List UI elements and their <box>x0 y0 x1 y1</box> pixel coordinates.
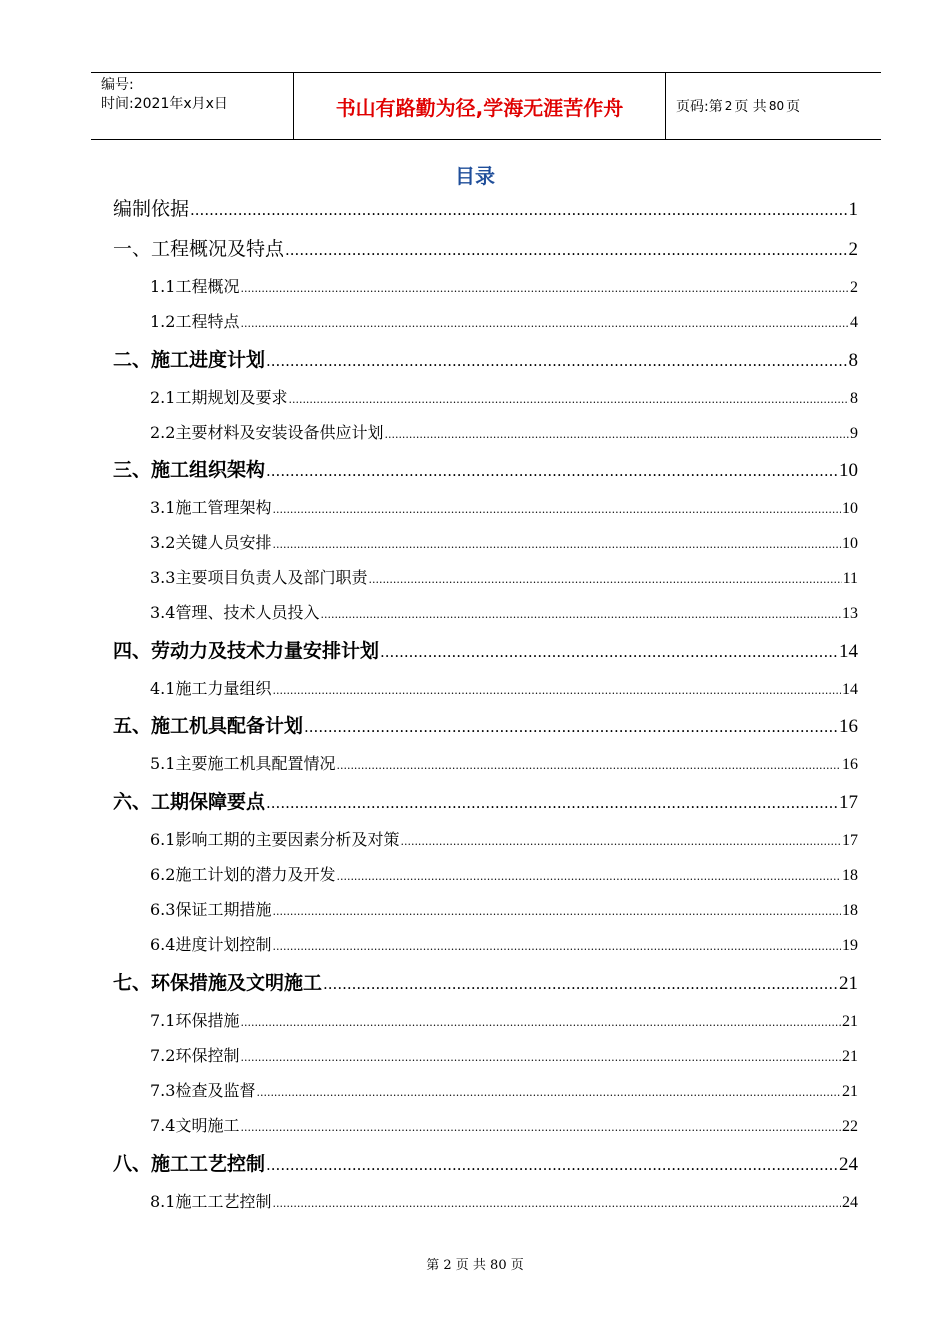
toc-leader <box>272 538 841 551</box>
toc-entry[interactable] <box>113 711 858 738</box>
toc-entry-page: 24 <box>839 1154 858 1175</box>
toc-leader <box>380 643 838 661</box>
toc-entry-label: 4.1施工力量组织 <box>150 679 272 698</box>
toc-entry-label: 2.1工期规划及要求 <box>150 388 288 407</box>
toc-entry-page: 11 <box>842 570 858 587</box>
toc-entry[interactable] <box>113 636 858 663</box>
toc-entry-page: 19 <box>842 937 858 954</box>
toc-entry-label: 2.2主要材料及安装设备供应计划 <box>150 423 384 442</box>
toc-entry-label: 编制依据 <box>113 198 190 220</box>
toc-leader <box>272 503 841 516</box>
toc-entry-page: 4 <box>850 314 858 331</box>
toc-title: 目录 <box>455 164 495 188</box>
toc-entry[interactable] <box>150 600 858 623</box>
toc-leader <box>256 1086 841 1099</box>
toc-entry[interactable] <box>150 495 858 518</box>
toc-entry-label: 7.2环保控制 <box>150 1046 240 1065</box>
toc-entry-label: 三、施工组织架构 <box>113 459 266 481</box>
toc-entry[interactable] <box>113 345 858 372</box>
toc-entry[interactable] <box>150 385 858 408</box>
page-suffix: 页 <box>786 99 801 115</box>
toc-entry[interactable] <box>150 530 858 553</box>
toc-entry-label: 八、施工工艺控制 <box>113 1153 266 1175</box>
toc-entry-page: 2 <box>848 239 858 260</box>
toc-leader <box>288 393 849 406</box>
toc-leader <box>272 684 841 697</box>
toc-entry-label: 五、施工机具配备计划 <box>113 715 304 737</box>
toc-entry-page: 24 <box>842 1194 858 1211</box>
page-total: 80 <box>768 99 785 113</box>
toc-entry[interactable] <box>150 1078 858 1101</box>
toc-entry-label: 7.1环保措施 <box>150 1011 240 1030</box>
toc-entry-label: 一、工程概况及特点 <box>113 238 285 260</box>
toc-entry[interactable] <box>150 565 858 588</box>
toc-entry-label: 1.1工程概况 <box>150 277 240 296</box>
toc-leader <box>266 1156 838 1174</box>
toc-entry-page: 2 <box>850 279 858 296</box>
toc-entry[interactable] <box>113 234 858 261</box>
toc-leader <box>304 718 838 736</box>
toc-entry-page: 16 <box>842 756 858 773</box>
page-current: 2 <box>724 99 733 113</box>
toc-entry-page: 10 <box>842 535 858 552</box>
toc-leader <box>272 940 841 953</box>
toc-leader <box>240 1016 841 1029</box>
toc-entry-page: 18 <box>842 902 858 919</box>
toc-leader <box>336 759 841 772</box>
toc-entry-page: 22 <box>842 1118 858 1135</box>
toc-entry-label: 二、施工进度计划 <box>113 349 266 371</box>
toc-leader <box>368 573 841 586</box>
toc-entry-label: 6.4进度计划控制 <box>150 935 272 954</box>
toc-entry[interactable] <box>150 862 858 885</box>
toc-entry-page: 14 <box>839 641 858 662</box>
toc-entry-page: 10 <box>839 460 858 481</box>
toc-entry-label: 5.1主要施工机具配置情况 <box>150 754 336 773</box>
toc-entry[interactable] <box>150 274 858 297</box>
serial-label: 编号: <box>101 77 134 93</box>
toc-leader <box>266 794 838 812</box>
toc-entry[interactable] <box>150 1113 858 1136</box>
toc-entry-label: 四、劳动力及技术力量安排计划 <box>113 640 380 662</box>
toc-entry-label: 6.1影响工期的主要因素分析及对策 <box>150 830 400 849</box>
toc-entry-page: 16 <box>839 716 858 737</box>
toc-entry[interactable] <box>150 309 858 332</box>
toc-leader <box>320 608 841 621</box>
toc-entry[interactable] <box>150 751 858 774</box>
toc-entry-page: 1 <box>848 199 858 220</box>
toc-entry[interactable] <box>150 1043 858 1066</box>
toc-leader <box>190 201 847 219</box>
toc-entry[interactable] <box>150 897 858 920</box>
toc-entry-label: 7.3检查及监督 <box>150 1081 256 1100</box>
toc-entry-label: 6.2施工计划的潜力及开发 <box>150 865 336 884</box>
toc-entry-page: 17 <box>839 792 858 813</box>
toc-leader <box>272 1197 841 1210</box>
page-mid: 页 共 <box>734 99 767 115</box>
toc-entry-label: 1.2工程特点 <box>150 312 240 331</box>
toc-entry[interactable] <box>150 1189 858 1212</box>
time-label: 时间:2021年x月x日 <box>101 96 228 112</box>
toc-entry-page: 9 <box>850 425 858 442</box>
toc-entry-label: 6.3保证工期措施 <box>150 900 272 919</box>
toc-entry-label: 3.1施工管理架构 <box>150 498 272 517</box>
toc-entry-label: 8.1施工工艺控制 <box>150 1192 272 1211</box>
toc-entry-page: 8 <box>850 390 858 407</box>
toc-entry[interactable] <box>150 827 858 850</box>
toc-entry-label: 六、工期保障要点 <box>113 791 266 813</box>
toc-leader <box>336 870 841 883</box>
toc-entry-label: 3.2关键人员安排 <box>150 533 272 552</box>
toc-entry-label: 7.4文明施工 <box>150 1116 240 1135</box>
toc-entry-page: 21 <box>842 1048 858 1065</box>
toc-entry-page: 21 <box>842 1083 858 1100</box>
toc-leader <box>384 428 849 441</box>
toc-leader <box>240 1121 841 1134</box>
toc-leader <box>323 975 838 993</box>
toc-entry[interactable] <box>113 968 858 995</box>
toc-entry[interactable] <box>113 787 858 814</box>
toc-entry[interactable] <box>150 1008 858 1031</box>
page-prefix: 页码:第 <box>676 99 723 115</box>
toc-entry[interactable] <box>113 1149 858 1176</box>
toc-entry-label: 3.3主要项目负责人及部门职责 <box>150 568 368 587</box>
toc-entry[interactable] <box>113 194 858 221</box>
page-footer: 第 2 页 共 80 页 <box>426 1258 524 1273</box>
toc-leader <box>240 282 849 295</box>
toc-entry-page: 21 <box>842 1013 858 1030</box>
toc-leader <box>240 317 849 330</box>
toc-entry-label: 3.4管理、技术人员投入 <box>150 603 320 622</box>
toc-leader <box>240 1051 841 1064</box>
toc-entry-page: 13 <box>842 605 858 622</box>
toc-entry[interactable] <box>113 455 858 482</box>
toc-leader <box>272 905 841 918</box>
toc-entry-page: 14 <box>842 681 858 698</box>
motto-text: 书山有路勤为径,学海无涯苦作舟 <box>335 95 624 120</box>
toc-entry-page: 17 <box>842 832 858 849</box>
toc-leader <box>266 352 847 370</box>
toc-leader <box>400 835 841 848</box>
toc-leader <box>285 241 847 259</box>
toc-entry[interactable] <box>150 932 858 955</box>
toc-entry-page: 10 <box>842 500 858 517</box>
toc-entry-page: 21 <box>839 973 858 994</box>
toc-entry[interactable] <box>150 676 858 699</box>
toc-entry-page: 8 <box>848 350 858 371</box>
toc-entry[interactable] <box>150 420 858 443</box>
toc-entry-label: 七、环保措施及文明施工 <box>113 972 323 994</box>
toc-entry-page: 18 <box>842 867 858 884</box>
toc-leader <box>266 462 838 480</box>
